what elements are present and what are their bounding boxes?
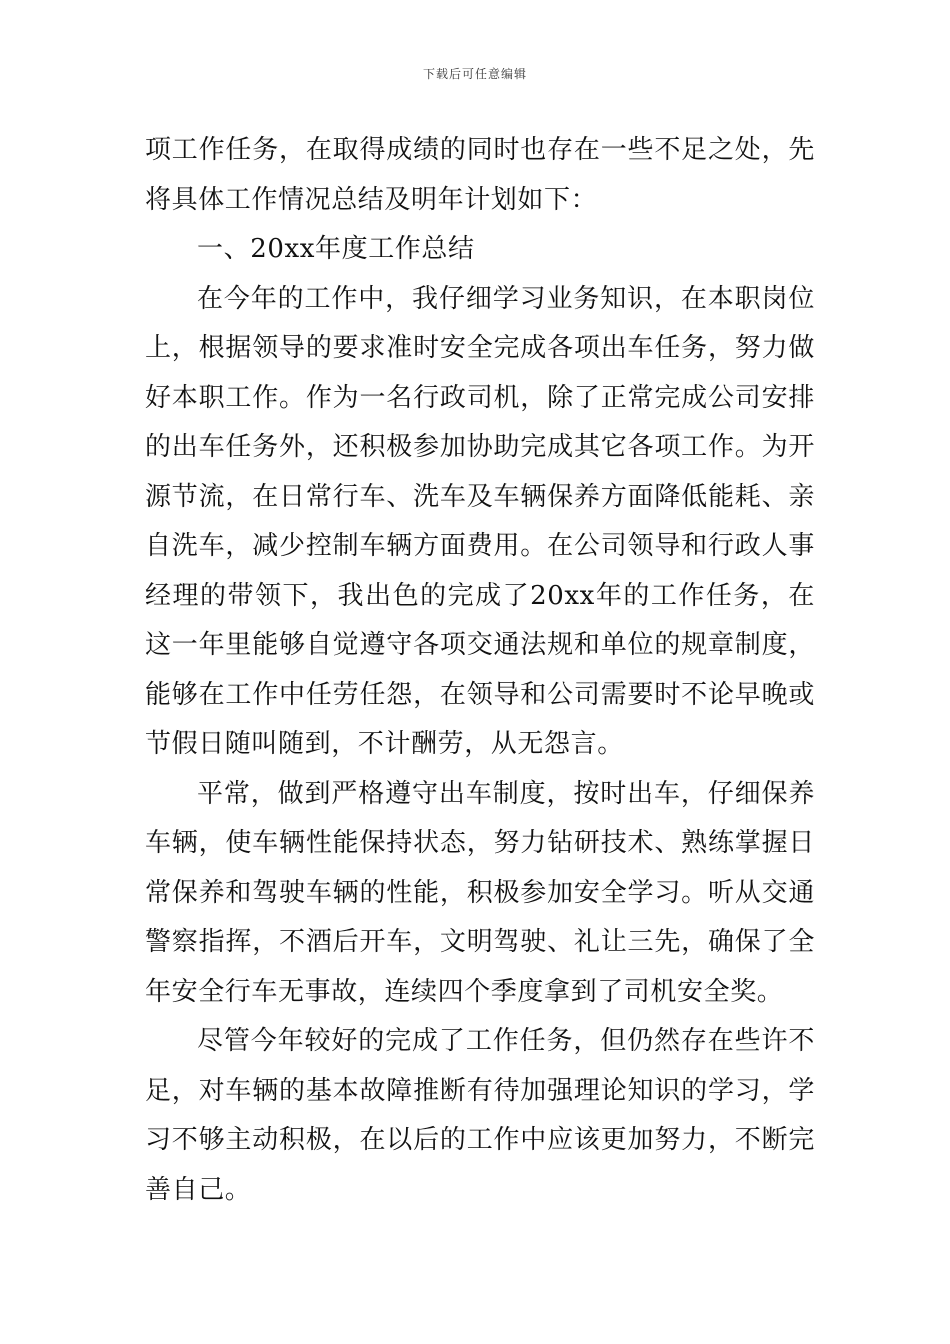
paragraph-shortcomings: 尽管今年较好的完成了工作任务，但仍然存在些许不足，对车辆的基本故障推断有待加强理论知识的学习，学习不够主动积极，在以后的工作中应该更加努力，不断完善自己。 xyxy=(145,1026,815,1205)
paragraph-daily-practice: 平常，做到严格遵守出车制度，按时出车，仔细保养车辆，使车辆性能保持状态，努力钻研技术、熟练掌握日常保养和驾驶车辆的性能，积极参加安全学习。听从交通警察指挥，不酒后开车，文明驾驶、礼让三先，确保了全年安全行车无事故，连续四个季度拿到了司机安全奖。 xyxy=(145,778,815,1007)
page-header: 下载后可任意编辑 xyxy=(422,67,527,81)
section-heading: 一、20xx年度工作总结 xyxy=(197,234,475,264)
document-body xyxy=(145,126,815,1215)
paragraph-work-summary: 在今年的工作中，我仔细学习业务知识，在本职岗位上，根据领导的要求准时安全完成各项出车任务，努力做好本职工作。作为一名行政司机，除了正常完成公司安排的出车任务外，还积极参加协助完成其它各项工作。为开源节流，在日常行车、洗车及车辆保养方面降低能耗、亲自洗车，减少控制车辆方面费用。在公司领导和行政人事经理的带领下，我出色的完成了20xx年的工作任务，在这一年里能够自觉遵守各项交通法规和单位的规章制度，能够在工作中任劳任怨，在领导和公司需要时不论早晚或节假日随叫随到，不计酬劳，从无怨言。 xyxy=(145,283,815,759)
paragraph-continuation: 项工作任务，在取得成绩的同时也存在一些不足之处，先将具体工作情况总结及明年计划如下： xyxy=(145,135,815,215)
